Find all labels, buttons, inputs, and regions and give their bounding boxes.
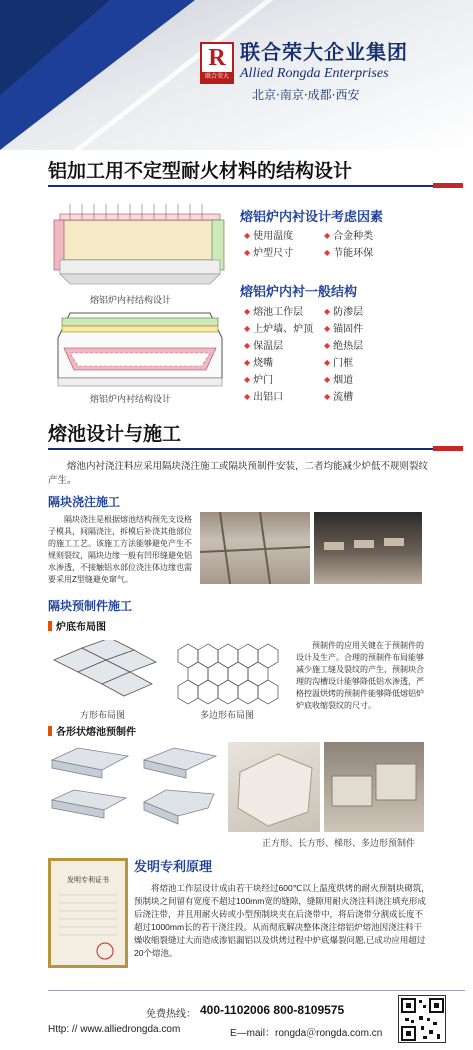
square-layout-caption: 方形布局图 — [80, 710, 126, 720]
block-cast-title: 隔块浇注施工 — [48, 495, 121, 509]
structure-item: ◆ 烟道 — [324, 374, 404, 388]
structure-item: ◆ 门框 — [324, 357, 404, 371]
factor-item: ◆ 节能环保 — [324, 247, 404, 261]
factors-title: 熔铝炉内衬设计考虑因素 — [240, 210, 384, 225]
logo-letter: R — [208, 45, 226, 71]
prefab-title: 隔块预制件施工 — [48, 599, 133, 613]
structure-item: ◆ 烧嘴 — [244, 357, 324, 371]
prefab-text: 预制件的应用关键在于预制件的设计及生产。合理的预制件布局能够减少施工缝及裂纹的产生，预制块合理的沟槽设计能够降低铝水渗透，严格控温烘烤的预制件能够降低熔铝炉炉底收缩裂纹的尺寸。 — [296, 641, 424, 710]
structure-item: ◆ 防渗层 — [324, 306, 404, 320]
footer-email[interactable]: E—mail：rongda＠rongda.com.cn — [230, 1028, 383, 1039]
polygon-layout-diagram — [168, 640, 286, 706]
footer-phone-label: 免费热线： — [146, 1009, 196, 1020]
diagram2-caption: 熔铝炉内衬结构设计 — [90, 394, 172, 404]
block-cast-photo-2 — [314, 512, 422, 584]
structure-item: ◆ 保温层 — [244, 340, 324, 354]
structure-item: ◆ 出铝口 — [244, 391, 324, 405]
prefab-shapes-caption: 正方形、长方形、梯形、多边形预制件 — [262, 838, 416, 848]
section2-rule — [48, 448, 433, 450]
patent-certificate — [48, 858, 128, 968]
structure-title: 熔铝炉内衬一般结构 — [240, 285, 358, 300]
section2-rule-accent — [433, 446, 463, 451]
patent-title: 发明专利原理 — [134, 860, 213, 875]
patent-text: 将熔池工作层设计成由若干块经过600℃以上温度烘烤的耐火预制块砌筑，预制块之间留有宽度不超过100mm宽的缝隙，缝隙用耐火浇注料浇注填充形成后浇注带，并且用耐火砖或小型预制块夹在后浇带中，将后浇带分割成长度不超过1000mm长的若干浇注段。从而彻底解决整体浇注熔铝炉熔池因浇注料干燥收缩裂缝过大而造成渗铝漏铝以及烘烤过程中炉底爆裂问题,已成功应用超过20个熔池。 — [134, 883, 430, 958]
block-cast-text: 隔块浇注是根据熔池结构预先支设格子模具，间隔浇注，拆模后补浇其他部位的施工工艺。该施工方法能够避免产生不规则裂纹，隔块边缘一般有凹形缝避免铝水渗透，不接触铝水部位浇注体边缘也需要采用Z型缝避免窜气。 — [48, 515, 192, 584]
furnace-lining-diagram-2 — [50, 308, 230, 393]
shapes-title: 各形状熔池预制件 — [48, 726, 136, 740]
section2-title: 熔池设计与施工 — [48, 423, 182, 445]
factors-list — [244, 230, 404, 261]
footer-phones: 400-1102006 800-8109575 — [200, 1003, 345, 1017]
section1-title: 铝加工用不定型耐火材料的结构设计 — [48, 160, 353, 182]
qr-code-icon — [398, 995, 446, 1043]
patent-certificate-label: 发明专利证书 — [67, 877, 109, 884]
structure-item: ◆ 上炉墙、炉顶 — [244, 323, 324, 337]
logo-text: 联合荣大 — [202, 72, 232, 82]
prefab-photo-1 — [228, 742, 320, 832]
factor-item: ◆ 使用温度 — [244, 230, 324, 244]
prefab-photo-2 — [324, 742, 424, 832]
footer-website[interactable]: Http: // www.alliedrongda.com — [48, 1024, 181, 1035]
diagram1-caption: 熔铝炉内衬结构设计 — [90, 295, 172, 305]
structure-item: ◆ 流槽 — [324, 391, 404, 405]
structure-item: ◆ 炉门 — [244, 374, 324, 388]
structure-item: ◆ 熔池工作层 — [244, 306, 324, 320]
furnace-lining-diagram-1 — [50, 200, 230, 295]
company-name-en: Allied Rongda Enterprises — [240, 66, 389, 81]
floor-layout-title: 炉底布局图 — [48, 621, 106, 635]
company-name-cn: 联合荣大企业集团 — [240, 40, 408, 64]
factor-item: ◆ 炉型尺寸 — [244, 247, 324, 261]
square-layout-diagram — [48, 640, 160, 706]
structure-list — [244, 306, 404, 405]
section2-intro: 熔池内衬浇注料应采用隔块浇注施工或隔块预制件安装，二者均能减少炉低不规则裂纹产生。 — [48, 461, 429, 486]
section1-rule — [48, 185, 433, 187]
structure-item: ◆ 锚固件 — [324, 323, 404, 337]
section1-rule-accent — [433, 183, 463, 188]
company-logo — [200, 42, 234, 84]
polygon-layout-caption: 多边形布局图 — [200, 710, 255, 720]
structure-item: ◆ 绝热层 — [324, 340, 404, 354]
block-cast-photo-1 — [200, 512, 310, 584]
factor-item: ◆ 合金种类 — [324, 230, 404, 244]
header-dark-triangle — [0, 0, 110, 95]
footer-divider — [48, 990, 465, 991]
company-cities: 北京·南京·成都·西安 — [252, 88, 360, 102]
prefab-shapes-renders — [48, 742, 223, 832]
